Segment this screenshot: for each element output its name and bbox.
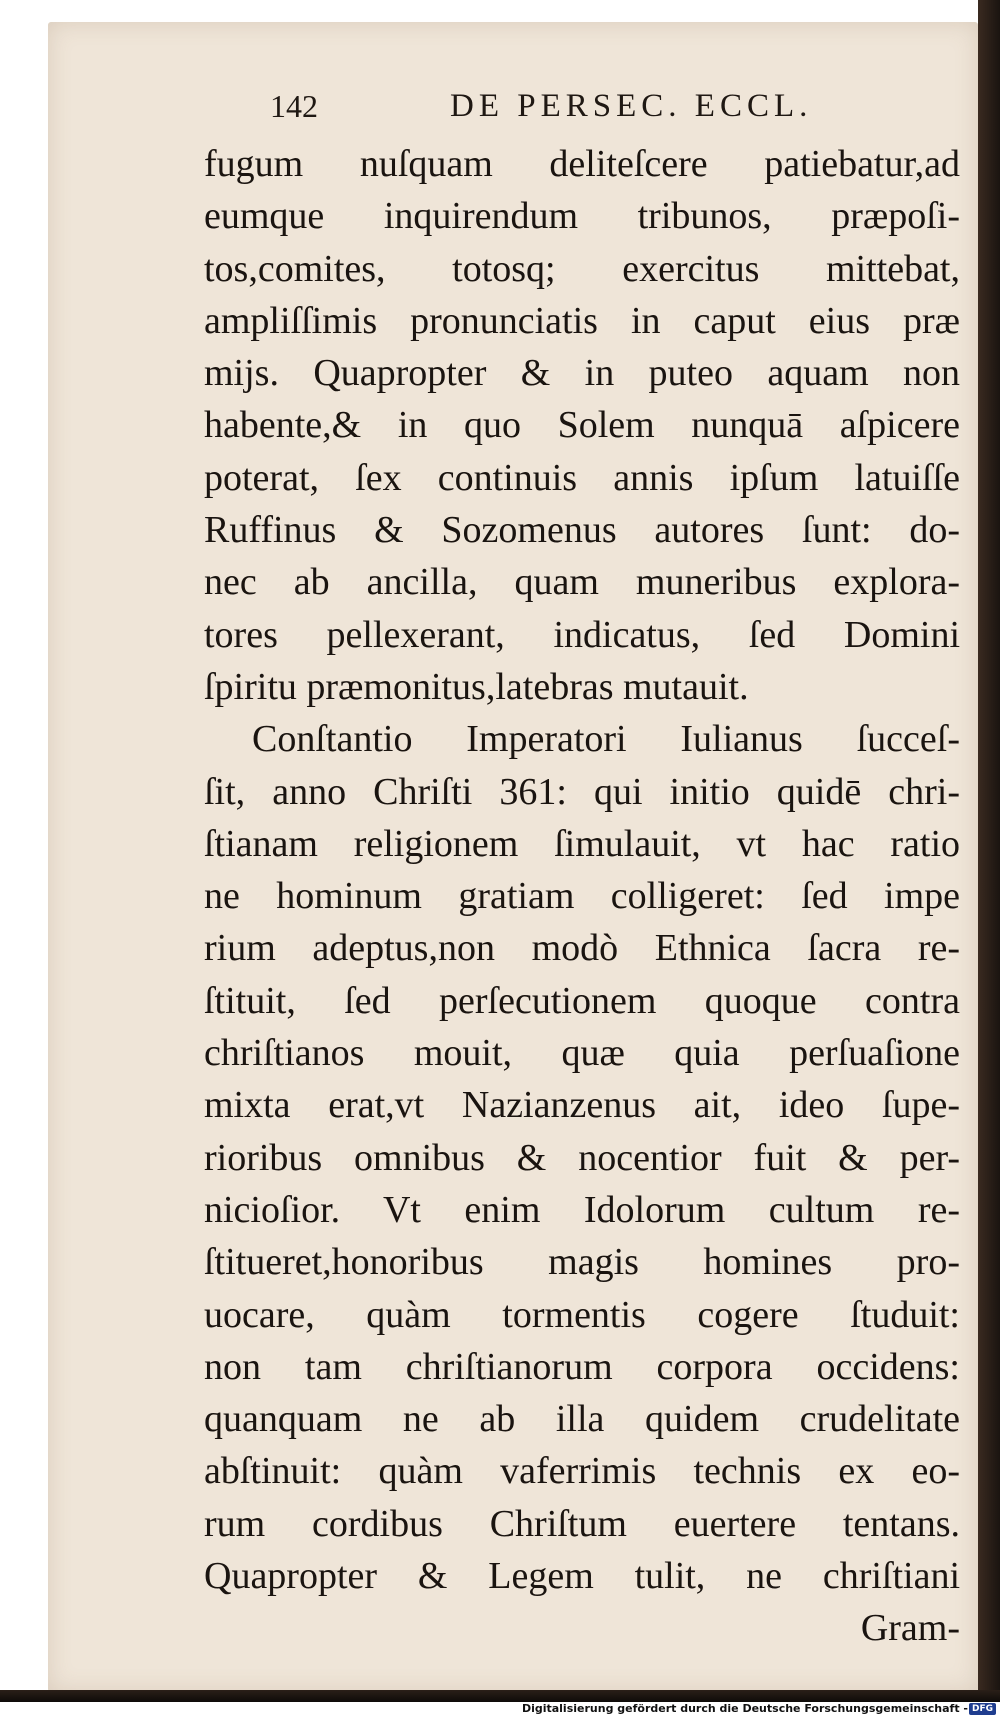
text-block [204,138,960,1655]
text-line: rioribus omnibus & nocentior fuit & per- [204,1136,960,1179]
text-line: rum cordibus Chriſtum euertere tentans. [204,1502,960,1545]
text-line: Quapropter & Legem tulit, ne chriſtiani [204,1555,960,1598]
text-line: poterat, ſex continuis annis ipſum latuiſſe [204,456,960,499]
text-line: ſtitueret,honoribus magis homines pro- [204,1241,960,1284]
text-line: Ruffinus & Sozomenus autores ſunt: do- [204,509,960,552]
text-line: ſit, anno Chriſti 361: qui initio quidē chri- [204,770,960,813]
running-head: DE PERSEC. ECCL. [450,88,813,124]
text-line: mijs. Quapropter & in puteo aquam non [204,352,960,395]
text-line: ſtianam religionem ſimulauit, vt hac ratio [204,822,960,865]
text-line: chriſtianos mouit, quæ quia perſuaſione [204,1032,960,1075]
text-line: uocare, quàm tormentis cogere ſtuduit: [204,1293,960,1336]
text-line: rium adeptus,non modò Ethnica ſacra re- [204,927,960,970]
catchword: Gram- [860,1607,960,1650]
book-edge [978,0,1000,1700]
text-line: eumque inquirendum tribunos, præpoſi- [204,195,960,238]
digitization-credit [0,1702,1000,1720]
text-line: ſtituit, ſed perſecutionem quoque contra [204,979,960,1022]
text-line: mixta erat,vt Nazianzenus ait, ideo ſupe- [204,1084,960,1127]
credit-text: Digitalisierung gefördert durch die Deutsche Forschungsgemeinschaft - [521,1702,968,1715]
text-line: abſtinuit: quàm vaferrimis technis ex eo- [204,1450,960,1493]
text-line: ſpiritu præmonitus,latebras mutauit. [204,665,749,708]
book-edge-bottom [0,1690,1000,1702]
text-line: habente,& in quo Solem nunquā aſpicere [204,404,960,447]
text-line: ne hominum gratiam colligeret: ſed impe [204,875,960,918]
text-line: ampliſſimis pronunciatis in caput eius præ [204,299,960,342]
dfg-logo: DFG [969,1703,996,1715]
text-line: nec ab ancilla, quam muneribus explora- [204,561,960,604]
page-header [270,88,908,138]
text-line: tores pellexerant, indicatus, ſed Domini [204,613,960,656]
text-line: fugum nuſquam delitеſcere patiebatur,ad [204,143,960,185]
page-number: 142 [270,88,318,124]
text-line: quanquam ne ab illa quidem crudelitate [204,1398,960,1441]
text-line: non tam chriſtianorum corpora occidens: [204,1345,960,1388]
text-line: Conſtantio Imperatori Iulianus ſucceſ- [252,718,960,761]
text-line: tos,comites, totosq; exercitus mittebat, [204,247,960,290]
text-line: nicioſior. Vt enim Idolorum cultum re- [204,1188,960,1231]
